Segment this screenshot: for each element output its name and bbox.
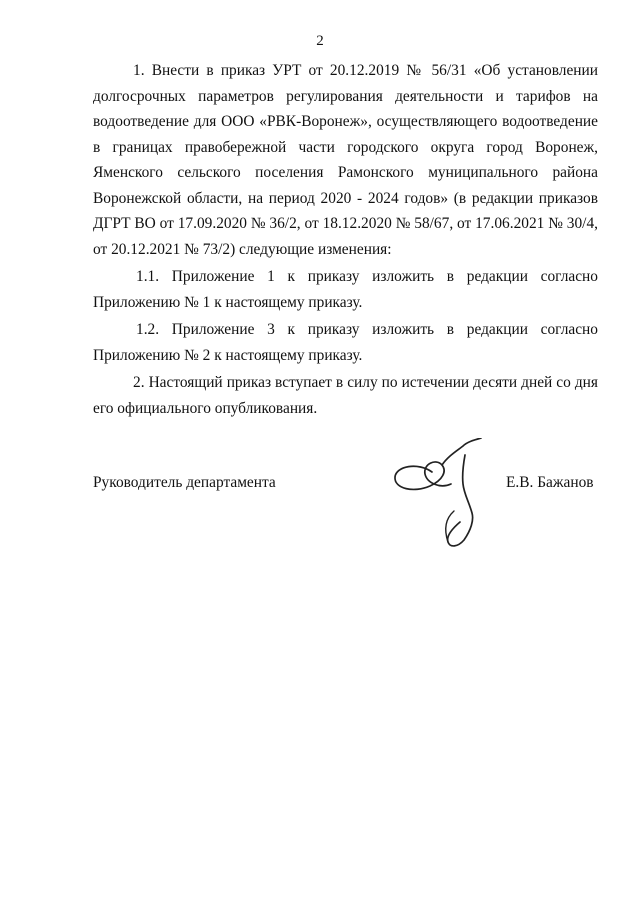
page-number: 2 xyxy=(316,33,324,49)
signatory-name: Е.В. Бажанов xyxy=(506,474,594,491)
handwritten-signature-image xyxy=(390,438,500,553)
paragraph-item-2: 2. Настоящий приказ вступает в силу по истечении десяти дней со дня его официального опубликования. xyxy=(93,374,598,417)
signatory-position: Руководитель департамента xyxy=(93,474,276,491)
paragraph-item-1: 1. Внести в приказ УРТ от 20.12.2019 № 56/31 «Об установлении долгосрочных параметров регулирования деятельности и тарифов на водоотведение для ООО «РВК-Воронеж», осуществляющего водоотведение в границах правобережной части городского округа город Воронеж, Яменского сельского поселения Рамонского муниципального района Воронежской области, на период 2020 - 2024 годов» (в редакции приказов ДГРТ ВО от 17.09.2020 № 36/2, от 18.12.2020 № 58/67, от 17.06.2021 № 30/4, от 20.12.2021 № 73/2) следующие изменения: xyxy=(93,62,598,258)
document-body xyxy=(93,58,598,423)
paragraph-item-1-1: 1.1. Приложение 1 к приказу изложить в редакции согласно Приложению № 1 к настоящему приказу. xyxy=(93,268,598,311)
paragraph-item-1-2: 1.2. Приложение 3 к приказу изложить в редакции согласно Приложению № 2 к настоящему приказу. xyxy=(93,321,598,364)
